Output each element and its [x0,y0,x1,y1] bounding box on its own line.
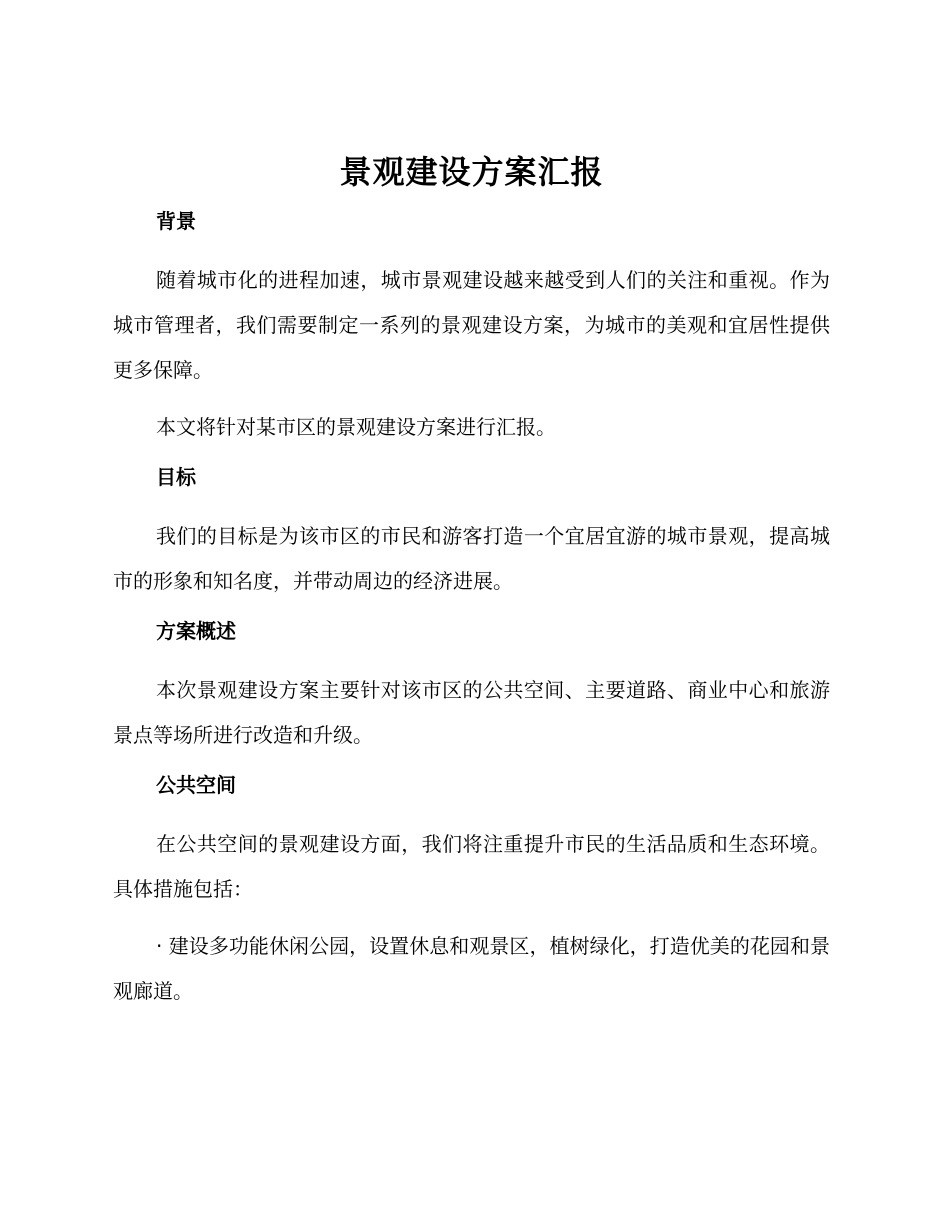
section-heading-overview: 方案概述 [156,619,236,643]
goal-paragraph: 我们的目标是为该市区的市民和游客打造一个宜居宜游的城市景观，提高城市的形象和知名度，并带动周边的经济进展。 [113,524,830,593]
public-space-bullet-1: · 建设多功能休闲公园，设置休息和观景区，植树绿化，打造优美的花园和景观廊道。 [113,934,830,1003]
public-space-paragraph: 在公共空间的景观建设方面，我们将注重提升市民的生活品质和生态环境。具体措施包括： [113,832,830,901]
background-paragraph-2: 本文将针对某市区的景观建设方案进行汇报。 [156,415,556,439]
document-title: 景观建设方案汇报 [339,153,604,191]
section-heading-background: 背景 [156,209,196,233]
section-heading-public-space: 公共空间 [156,773,236,797]
overview-paragraph: 本次景观建设方案主要针对该市区的公共空间、主要道路、商业中心和旅游景点等场所进行改造和升级。 [113,678,830,747]
background-paragraph-1: 随着城市化的进程加速，城市景观建设越来越受到人们的关注和重视。作为城市管理者，我们需要制定一系列的景观建设方案，为城市的美观和宜居性提供更多保障。 [113,268,830,382]
section-heading-goal: 目标 [156,465,196,489]
